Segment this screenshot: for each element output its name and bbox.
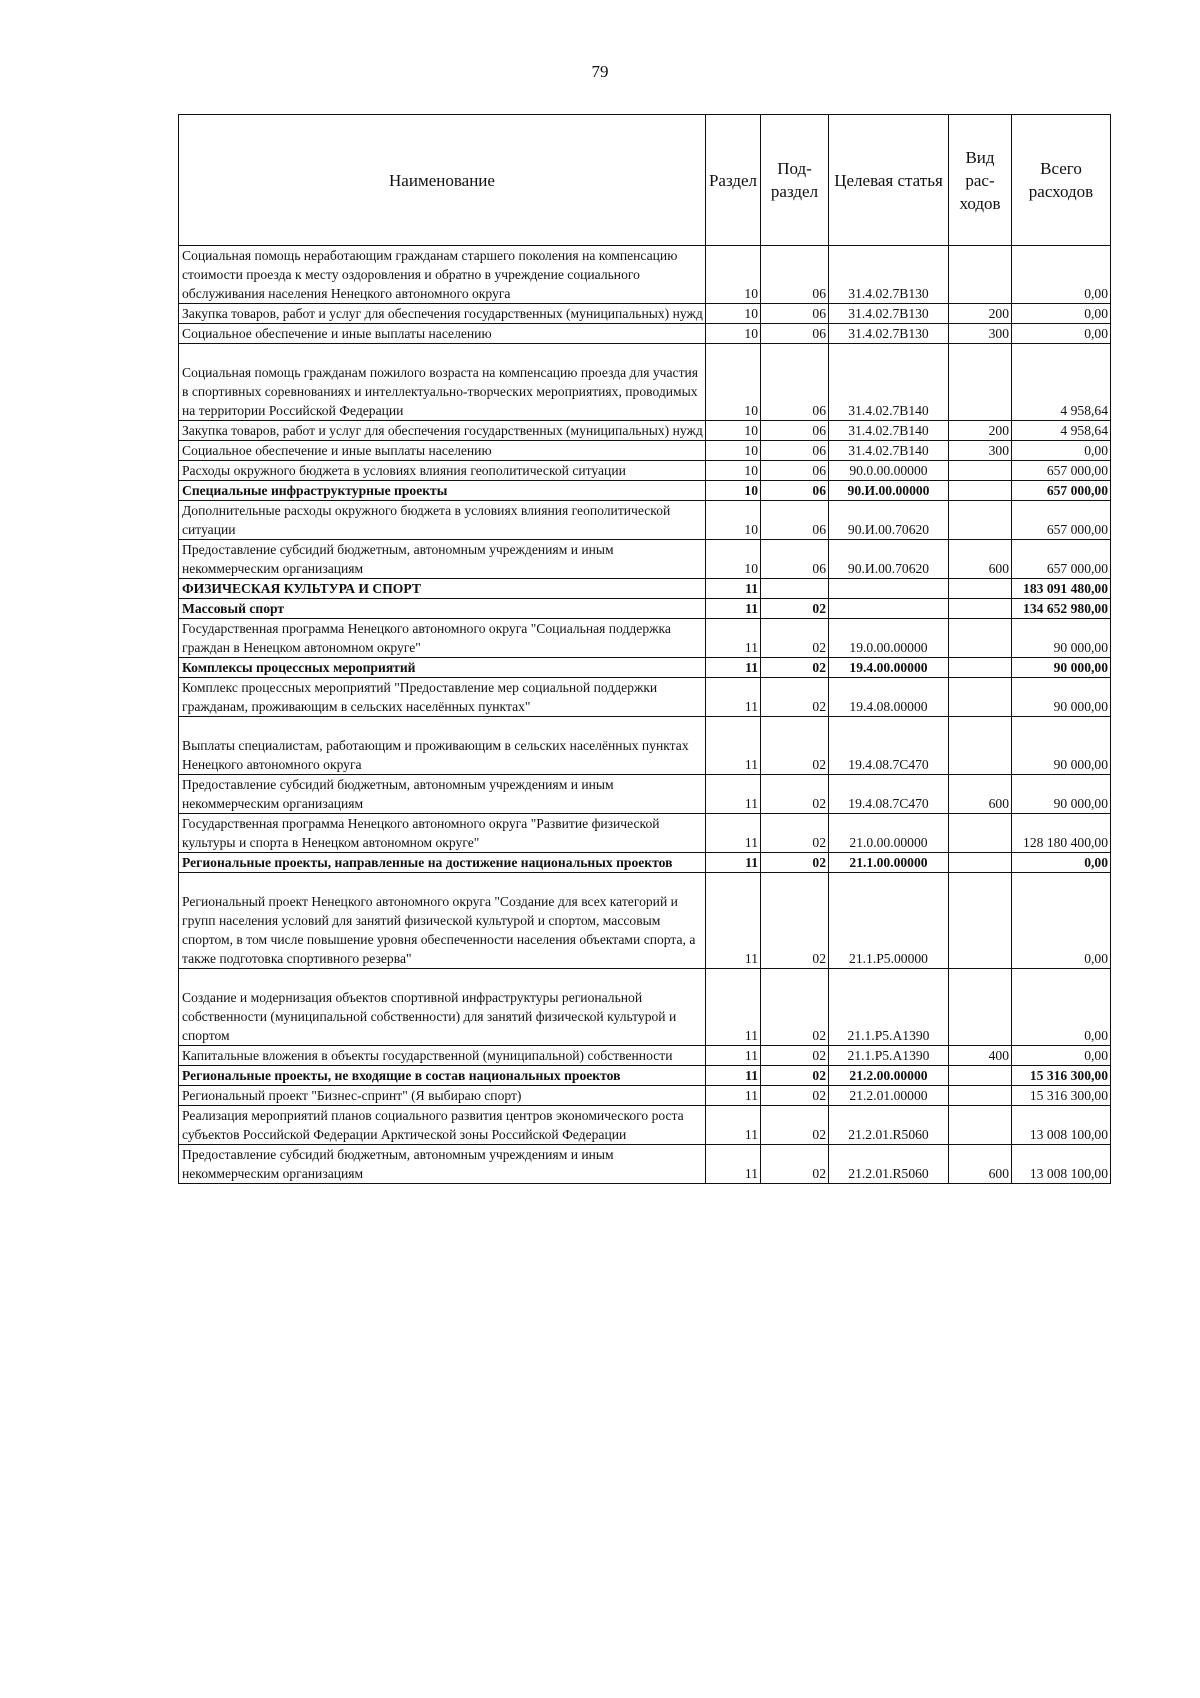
cell-target: 21.2.01.R5060 — [829, 1145, 949, 1184]
cell-target — [829, 579, 949, 599]
cell-type — [949, 853, 1012, 873]
cell-name: Региональные проекты, направленные на достижение национальных проектов — [179, 853, 706, 873]
cell-name: Социальная помощь неработающим гражданам старшего поколения на компенсацию стоимости проезда к месту оздоровления и обратно в учреждение социального обслуживания населения Ненецкого автономного округа — [179, 246, 706, 304]
cell-target: 31.4.02.7В140 — [829, 441, 949, 461]
cell-type — [949, 461, 1012, 481]
cell-section: 10 — [706, 501, 761, 540]
cell-subsection: 02 — [761, 599, 829, 619]
cell-subsection: 02 — [761, 678, 829, 717]
cell-total: 90 000,00 — [1012, 619, 1111, 658]
cell-type: 300 — [949, 324, 1012, 344]
table-row — [179, 717, 1111, 775]
cell-section: 10 — [706, 421, 761, 441]
cell-total: 15 316 300,00 — [1012, 1086, 1111, 1106]
cell-section: 11 — [706, 814, 761, 853]
cell-section: 11 — [706, 969, 761, 1046]
cell-total: 657 000,00 — [1012, 540, 1111, 579]
cell-section: 10 — [706, 324, 761, 344]
cell-target: 21.2.00.00000 — [829, 1066, 949, 1086]
cell-type — [949, 1086, 1012, 1106]
cell-type: 200 — [949, 421, 1012, 441]
table-row — [179, 579, 1111, 599]
cell-target: 90.И.00.00000 — [829, 481, 949, 501]
table-row — [179, 540, 1111, 579]
cell-name: Закупка товаров, работ и услуг для обеспечения государственных (муниципальных) нужд — [179, 304, 706, 324]
table-row — [179, 619, 1111, 658]
cell-subsection: 02 — [761, 1106, 829, 1145]
cell-target: 31.4.02.7В130 — [829, 324, 949, 344]
cell-total: 657 000,00 — [1012, 481, 1111, 501]
cell-subsection: 02 — [761, 873, 829, 969]
budget-table — [178, 114, 1111, 1184]
cell-target: 21.1.00.00000 — [829, 853, 949, 873]
cell-subsection: 02 — [761, 658, 829, 678]
table-header — [179, 115, 1111, 246]
cell-total: 657 000,00 — [1012, 501, 1111, 540]
cell-section: 11 — [706, 873, 761, 969]
cell-total: 0,00 — [1012, 873, 1111, 969]
cell-target: 21.1.Р5.А1390 — [829, 1046, 949, 1066]
cell-subsection: 06 — [761, 246, 829, 304]
table-row — [179, 599, 1111, 619]
cell-subsection: 02 — [761, 814, 829, 853]
table-row — [179, 1106, 1111, 1145]
cell-target: 90.0.00.00000 — [829, 461, 949, 481]
cell-subsection: 06 — [761, 501, 829, 540]
table-row — [179, 1046, 1111, 1066]
table-row — [179, 324, 1111, 344]
header-total: Всего расходов — [1012, 115, 1111, 246]
cell-total: 0,00 — [1012, 324, 1111, 344]
cell-section: 10 — [706, 540, 761, 579]
cell-total: 0,00 — [1012, 304, 1111, 324]
cell-type: 400 — [949, 1046, 1012, 1066]
cell-subsection: 06 — [761, 441, 829, 461]
cell-name: Капитальные вложения в объекты государственной (муниципальной) собственности — [179, 1046, 706, 1066]
cell-type: 600 — [949, 1145, 1012, 1184]
cell-type — [949, 969, 1012, 1046]
cell-type — [949, 599, 1012, 619]
cell-name: Специальные инфраструктурные проекты — [179, 481, 706, 501]
cell-section: 11 — [706, 775, 761, 814]
table-row — [179, 658, 1111, 678]
cell-section: 11 — [706, 717, 761, 775]
cell-section: 11 — [706, 678, 761, 717]
table-row — [179, 246, 1111, 304]
cell-target: 19.4.08.7С470 — [829, 717, 949, 775]
cell-total: 90 000,00 — [1012, 717, 1111, 775]
cell-type — [949, 501, 1012, 540]
cell-name: Предоставление субсидий бюджетным, автономным учреждениям и иным некоммерческим организациям — [179, 1145, 706, 1184]
cell-target: 90.И.00.70620 — [829, 501, 949, 540]
cell-target: 21.2.01.00000 — [829, 1086, 949, 1106]
cell-subsection: 02 — [761, 969, 829, 1046]
cell-subsection: 02 — [761, 1145, 829, 1184]
cell-subsection: 06 — [761, 344, 829, 421]
cell-subsection: 02 — [761, 619, 829, 658]
table-row — [179, 775, 1111, 814]
cell-target: 19.4.08.7С470 — [829, 775, 949, 814]
cell-total: 0,00 — [1012, 246, 1111, 304]
cell-target: 31.4.02.7В140 — [829, 421, 949, 441]
cell-name: Создание и модернизация объектов спортивной инфраструктуры региональной собственности (муниципальной собственности) для занятий физической культурой и спортом — [179, 969, 706, 1046]
cell-subsection: 02 — [761, 717, 829, 775]
cell-total: 0,00 — [1012, 1046, 1111, 1066]
table-row — [179, 969, 1111, 1046]
cell-section: 11 — [706, 853, 761, 873]
cell-name: Дополнительные расходы окружного бюджета в условиях влияния геополитической ситуации — [179, 501, 706, 540]
cell-subsection: 06 — [761, 461, 829, 481]
cell-name: Комплекс процессных мероприятий "Предоставление мер социальной поддержки гражданам, проживающим в сельских населённых пунктах" — [179, 678, 706, 717]
table-row — [179, 678, 1111, 717]
cell-section: 11 — [706, 1086, 761, 1106]
table-row — [179, 873, 1111, 969]
cell-target: 19.4.08.00000 — [829, 678, 949, 717]
cell-total: 657 000,00 — [1012, 461, 1111, 481]
cell-target: 31.4.02.7В130 — [829, 304, 949, 324]
table-row — [179, 344, 1111, 421]
cell-total: 13 008 100,00 — [1012, 1145, 1111, 1184]
cell-section: 11 — [706, 619, 761, 658]
cell-total: 13 008 100,00 — [1012, 1106, 1111, 1145]
cell-type — [949, 1106, 1012, 1145]
cell-subsection: 02 — [761, 775, 829, 814]
cell-subsection: 06 — [761, 540, 829, 579]
cell-name: Региональные проекты, не входящие в состав национальных проектов — [179, 1066, 706, 1086]
cell-section: 11 — [706, 579, 761, 599]
header-subsection: Под-раздел — [761, 115, 829, 246]
cell-name: Государственная программа Ненецкого автономного округа "Развитие физической культуры и спорта в Ненецком автономном округе" — [179, 814, 706, 853]
cell-type — [949, 579, 1012, 599]
cell-name: Предоставление субсидий бюджетным, автономным учреждениям и иным некоммерческим организациям — [179, 775, 706, 814]
cell-subsection: 02 — [761, 853, 829, 873]
table-row — [179, 1066, 1111, 1086]
table-row — [179, 853, 1111, 873]
cell-name: Предоставление субсидий бюджетным, автономным учреждениям и иным некоммерческим организациям — [179, 540, 706, 579]
cell-type: 600 — [949, 540, 1012, 579]
cell-target: 31.4.02.7В140 — [829, 344, 949, 421]
cell-section: 11 — [706, 658, 761, 678]
table-row — [179, 1086, 1111, 1106]
cell-name: Социальное обеспечение и иные выплаты населению — [179, 441, 706, 461]
cell-type — [949, 1066, 1012, 1086]
cell-total: 90 000,00 — [1012, 678, 1111, 717]
cell-type: 300 — [949, 441, 1012, 461]
cell-section: 10 — [706, 461, 761, 481]
cell-section: 11 — [706, 1145, 761, 1184]
cell-name: Региональный проект "Бизнес-спринт" (Я выбираю спорт) — [179, 1086, 706, 1106]
cell-type: 200 — [949, 304, 1012, 324]
cell-name: Государственная программа Ненецкого автономного округа "Социальная поддержка граждан в Ненецком автономном округе" — [179, 619, 706, 658]
cell-target: 90.И.00.70620 — [829, 540, 949, 579]
cell-section: 10 — [706, 304, 761, 324]
cell-section: 11 — [706, 1066, 761, 1086]
header-target: Целевая статья — [829, 115, 949, 246]
table-row — [179, 1145, 1111, 1184]
cell-subsection: 06 — [761, 324, 829, 344]
cell-target: 21.1.Р5.00000 — [829, 873, 949, 969]
table-row — [179, 304, 1111, 324]
cell-total: 134 652 980,00 — [1012, 599, 1111, 619]
cell-name: ФИЗИЧЕСКАЯ КУЛЬТУРА И СПОРТ — [179, 579, 706, 599]
cell-section: 10 — [706, 344, 761, 421]
cell-target: 21.0.00.00000 — [829, 814, 949, 853]
table-row — [179, 814, 1111, 853]
cell-name: Расходы окружного бюджета в условиях влияния геополитической ситуации — [179, 461, 706, 481]
cell-target: 31.4.02.7В130 — [829, 246, 949, 304]
cell-subsection: 02 — [761, 1046, 829, 1066]
cell-subsection — [761, 579, 829, 599]
cell-type — [949, 481, 1012, 501]
cell-total: 128 180 400,00 — [1012, 814, 1111, 853]
cell-total: 90 000,00 — [1012, 775, 1111, 814]
header-name: Наименование — [179, 115, 706, 246]
table-row — [179, 501, 1111, 540]
cell-type — [949, 246, 1012, 304]
cell-total: 0,00 — [1012, 853, 1111, 873]
cell-subsection: 02 — [761, 1066, 829, 1086]
cell-total: 4 958,64 — [1012, 344, 1111, 421]
cell-type — [949, 619, 1012, 658]
cell-target: 21.1.Р5.А1390 — [829, 969, 949, 1046]
cell-subsection: 02 — [761, 1086, 829, 1106]
cell-subsection: 06 — [761, 304, 829, 324]
cell-type — [949, 678, 1012, 717]
cell-type — [949, 717, 1012, 775]
cell-section: 11 — [706, 1046, 761, 1066]
cell-name: Социальная помощь гражданам пожилого возраста на компенсацию проезда для участия в спортивных соревнованиях и интеллектуально-творческих мероприятиях, проводимых на территории Российской Федерации — [179, 344, 706, 421]
cell-name: Социальное обеспечение и иные выплаты населению — [179, 324, 706, 344]
table-row — [179, 461, 1111, 481]
table-row — [179, 441, 1111, 461]
table-row — [179, 421, 1111, 441]
cell-section: 11 — [706, 1106, 761, 1145]
cell-target: 19.4.00.00000 — [829, 658, 949, 678]
cell-type — [949, 873, 1012, 969]
cell-target: 21.2.01.R5060 — [829, 1106, 949, 1145]
cell-name: Комплексы процессных мероприятий — [179, 658, 706, 678]
cell-type — [949, 658, 1012, 678]
table-row — [179, 481, 1111, 501]
cell-type — [949, 814, 1012, 853]
cell-name: Закупка товаров, работ и услуг для обеспечения государственных (муниципальных) нужд — [179, 421, 706, 441]
cell-target — [829, 599, 949, 619]
cell-name: Выплаты специалистам, работающим и проживающим в сельских населённых пунктах Ненецкого автономного округа — [179, 717, 706, 775]
cell-name: Реализация мероприятий планов социального развития центров экономического роста субъектов Российской Федерации Арктической зоны Российской Федерации — [179, 1106, 706, 1145]
cell-section: 10 — [706, 441, 761, 461]
cell-type — [949, 344, 1012, 421]
cell-subsection: 06 — [761, 421, 829, 441]
cell-name: Региональный проект Ненецкого автономного округа "Создание для всех категорий и групп населения условий для занятий физической культурой и спортом, массовым спортом, в том числе повышение уровня обеспеченности населения объектами спорта, а также подготовка спортивного резерва" — [179, 873, 706, 969]
cell-total: 183 091 480,00 — [1012, 579, 1111, 599]
cell-total: 0,00 — [1012, 969, 1111, 1046]
cell-total: 15 316 300,00 — [1012, 1066, 1111, 1086]
cell-section: 10 — [706, 246, 761, 304]
cell-section: 11 — [706, 599, 761, 619]
cell-total: 4 958,64 — [1012, 421, 1111, 441]
cell-type: 600 — [949, 775, 1012, 814]
header-section: Раздел — [706, 115, 761, 246]
cell-total: 0,00 — [1012, 441, 1111, 461]
cell-total: 90 000,00 — [1012, 658, 1111, 678]
header-type: Вид рас-ходов — [949, 115, 1012, 246]
table-body — [179, 246, 1111, 1184]
cell-name: Массовый спорт — [179, 599, 706, 619]
cell-target: 19.0.00.00000 — [829, 619, 949, 658]
page-number: 79 — [591, 62, 609, 81]
cell-section: 10 — [706, 481, 761, 501]
cell-subsection: 06 — [761, 481, 829, 501]
